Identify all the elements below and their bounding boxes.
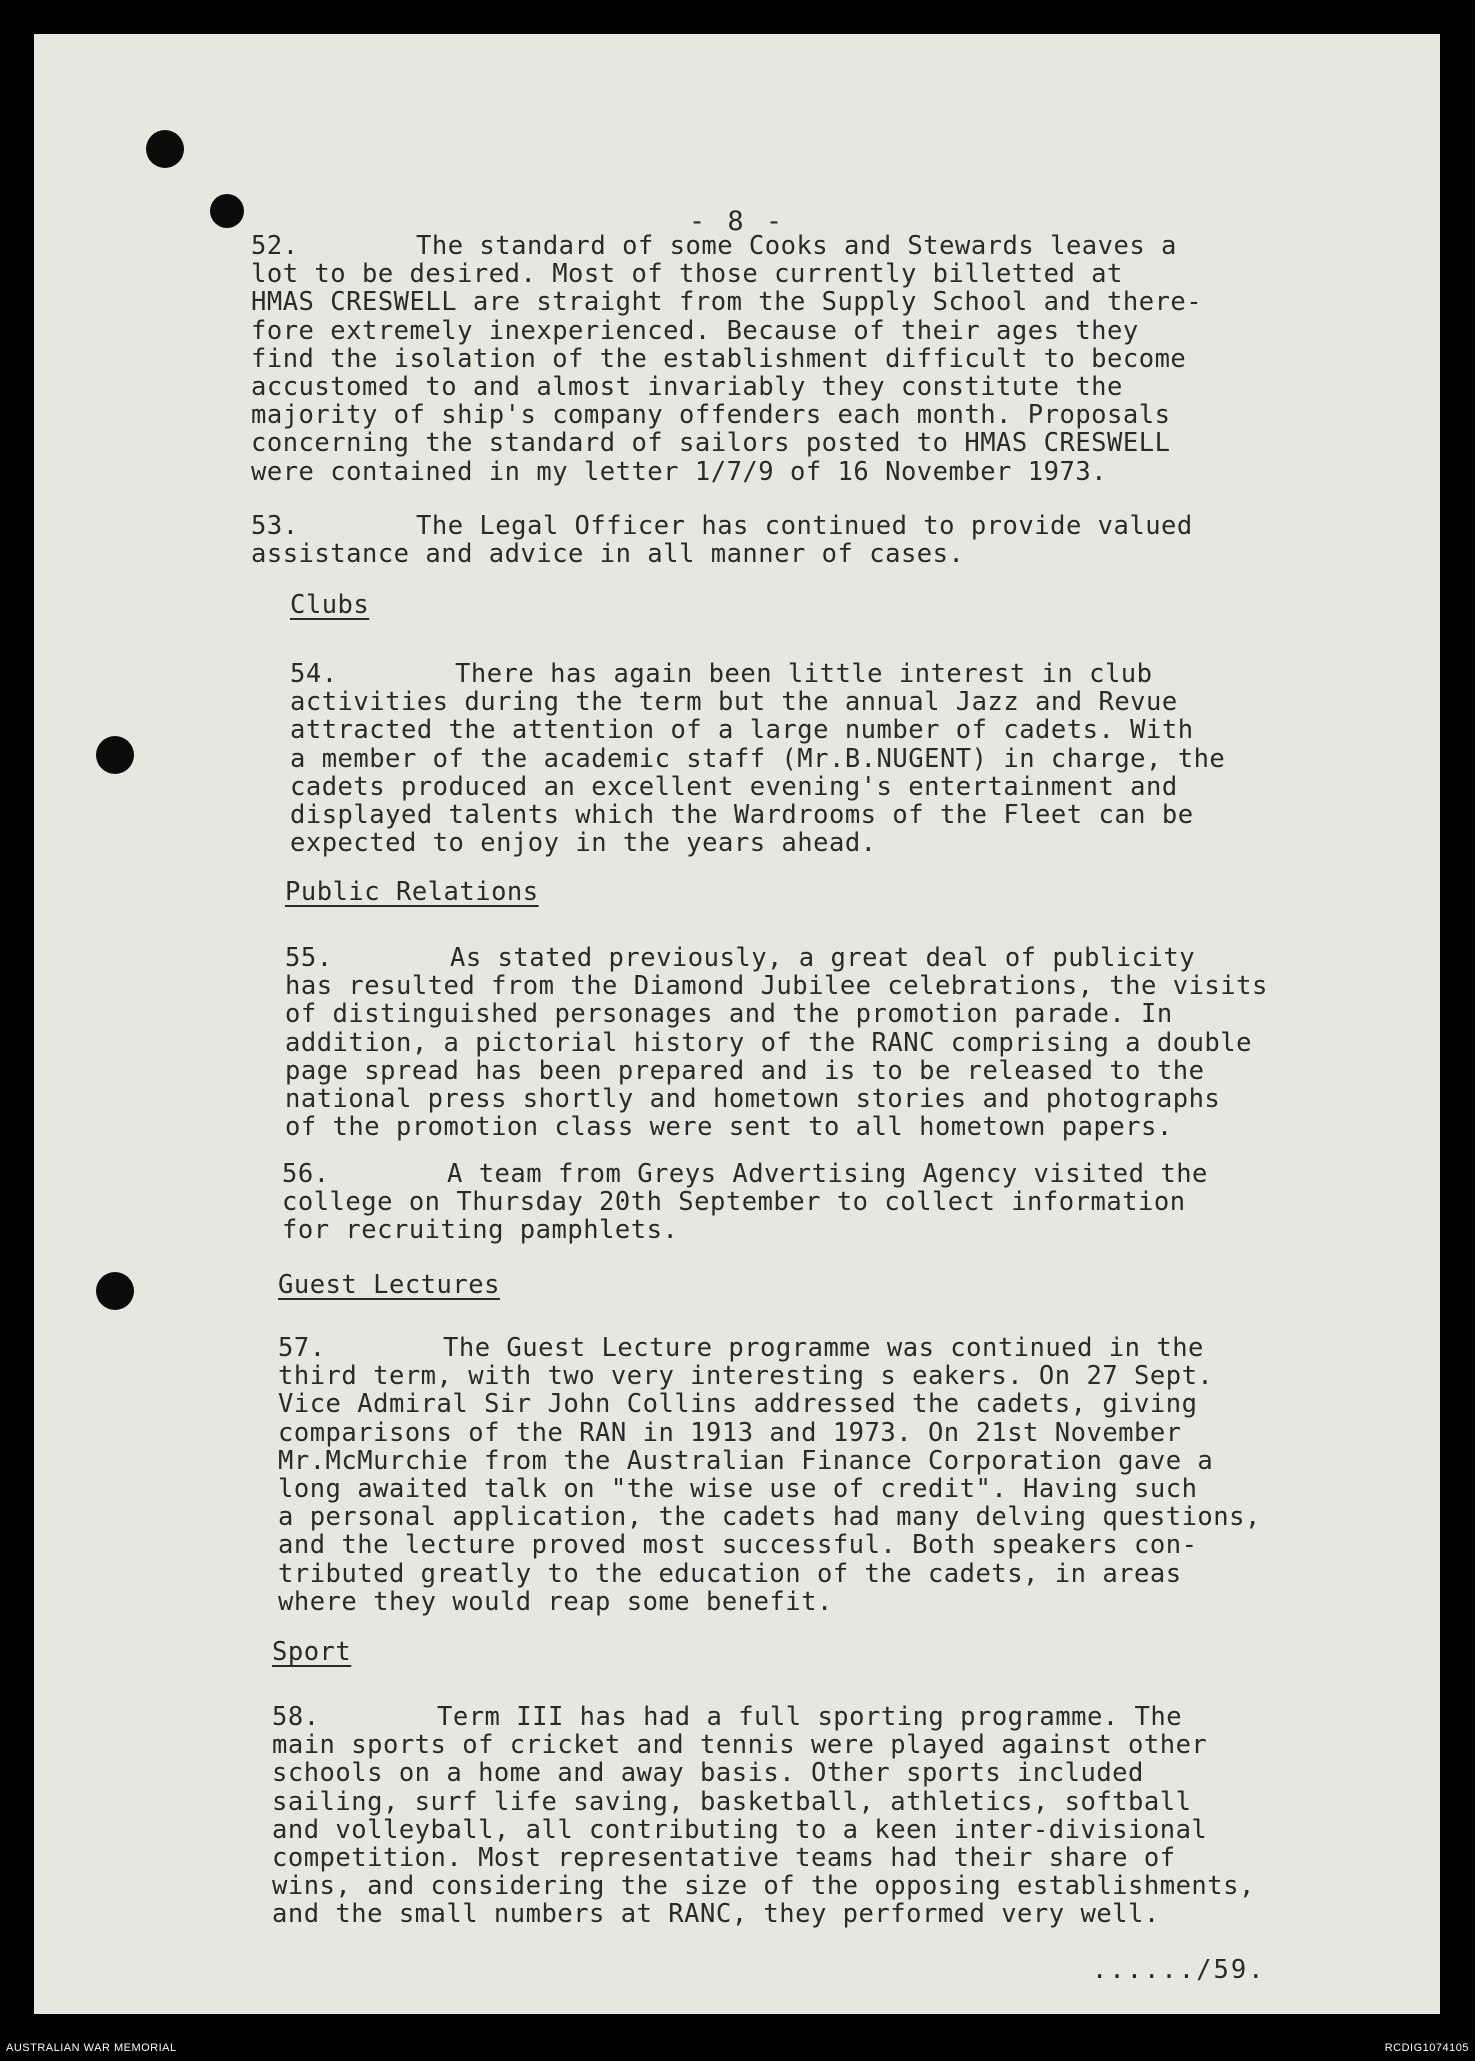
paragraph-line: where they would reap some benefit. [278, 1586, 833, 1617]
paragraph-57 [278, 1334, 1358, 1616]
heading-guest-lectures: Guest Lectures [278, 1270, 500, 1300]
paragraph-line: As stated previously, a great deal of publicity [450, 943, 1196, 973]
paragraph-line: of distinguished personages and the promotion parade. In [285, 999, 1173, 1030]
archive-name: AUSTRALIAN WAR MEMORIAL [6, 2041, 177, 2054]
paragraph-line: long awaited talk on "the wise use of credit". Having such [278, 1474, 1198, 1505]
paragraph-number: 57. [278, 1333, 326, 1363]
paragraph-line: and the lecture proved most successful. Both speakers con- [278, 1530, 1198, 1561]
punch-hole [96, 736, 134, 774]
paragraph-number: 52. [251, 231, 299, 261]
heading-clubs: Clubs [290, 590, 370, 620]
paragraph-line: assistance and advice in all manner of cases. [251, 539, 965, 570]
paragraph-line: national press shortly and hometown stories and photographs [285, 1084, 1221, 1115]
paragraph-line: college on Thursday 20th September to collect information [282, 1187, 1186, 1218]
archive-record-id: RCDIG1074105 [1384, 2041, 1469, 2054]
page-number: - 8 - [688, 206, 786, 237]
punch-hole [96, 1272, 134, 1310]
paragraph-line: Term III has had a full sporting programme. The [437, 1702, 1183, 1732]
paragraph-line: The standard of some Cooks and Stewards leaves a [416, 231, 1177, 261]
paragraph-line: The Legal Officer has continued to provide valued [416, 511, 1193, 541]
paragraph-56 [282, 1160, 1362, 1245]
paragraph-line: wins, and considering the size of the opposing establishments, [272, 1871, 1255, 1902]
paragraph-line: tributed greatly to the education of the cadets, in areas [278, 1558, 1182, 1589]
paragraph-line: attracted the attention of a large number of cadets. With [290, 715, 1194, 746]
paragraph-52 [251, 232, 1331, 486]
paragraph-line: of the promotion class were sent to all hometown papers. [285, 1112, 1173, 1143]
paragraph-number: 55. [285, 943, 333, 973]
paragraph-line: has resulted from the Diamond Jubilee celebrations, the visits [285, 971, 1268, 1002]
paragraph-line: Mr.McMurchie from the Australian Finance Corporation gave a [278, 1445, 1214, 1476]
paragraph-line: There has again been little interest in club [455, 659, 1153, 689]
paragraph-number: 54. [290, 659, 338, 689]
paragraph-line: and the small numbers at RANC, they performed very well. [272, 1899, 1160, 1930]
paragraph-line: HMAS CRESWELL are straight from the Supply School and there- [251, 287, 1203, 318]
paragraph-line: main sports of cricket and tennis were played against other [272, 1730, 1208, 1761]
paragraph-line: activities during the term but the annual Jazz and Revue [290, 687, 1178, 718]
punch-hole [146, 130, 184, 168]
paragraph-line: a member of the academic staff (Mr.B.NUGENT) in charge, the [290, 743, 1226, 774]
paragraph-line: comparisons of the RAN in 1913 and 1973. On 21st November [278, 1417, 1182, 1448]
paragraph-line: expected to enjoy in the years ahead. [290, 828, 877, 859]
paragraph-line: schools on a home and away basis. Other sports included [272, 1758, 1144, 1789]
paragraph-number: 58. [272, 1702, 320, 1732]
paragraph-line: concerning the standard of sailors posted to HMAS CRESWELL [251, 428, 1171, 459]
paragraph-line: accustomed to and almost invariably they constitute the [251, 372, 1123, 403]
paragraph-line: The Guest Lecture programme was continued in the [443, 1333, 1204, 1363]
paragraph-53 [251, 512, 1331, 568]
archive-footer [0, 2034, 1475, 2061]
paragraph-line: addition, a pictorial history of the RANC comprising a double [285, 1027, 1252, 1058]
paragraph-55 [285, 944, 1365, 1141]
paragraph-line: and volleyball, all contributing to a keen inter-divisional [272, 1814, 1208, 1845]
paragraph-number: 53. [251, 511, 299, 541]
paragraph-line: page spread has been prepared and is to be released to the [285, 1055, 1205, 1086]
paragraph-line: fore extremely inexperienced. Because of their ages they [251, 315, 1139, 346]
heading-public-relations: Public Relations [285, 877, 539, 907]
paragraph-number: 56. [282, 1159, 330, 1189]
paragraph-line: Vice Admiral Sir John Collins addressed the cadets, giving [278, 1389, 1198, 1420]
paragraph-line: displayed talents which the Wardrooms of the Fleet can be [290, 800, 1194, 831]
heading-sport: Sport [272, 1637, 352, 1667]
paragraph-line: majority of ship's company offenders each month. Proposals [251, 400, 1171, 431]
paragraph-line: competition. Most representative teams had their share of [272, 1843, 1176, 1874]
paragraph-line: a personal application, the cadets had many delving questions, [278, 1502, 1261, 1533]
paragraph-line: A team from Greys Advertising Agency visited the [447, 1159, 1208, 1189]
paragraph-54 [290, 660, 1370, 857]
paragraph-58 [272, 1703, 1352, 1929]
paragraph-line: lot to be desired. Most of those currently billetted at [251, 259, 1123, 290]
paragraph-line: for recruiting pamphlets. [282, 1215, 679, 1246]
continuation-marker: ....../59. [1092, 1955, 1266, 1985]
paragraph-line: third term, with two very interesting s eakers. On 27 Sept. [278, 1361, 1214, 1392]
paragraph-line: cadets produced an excellent evening's entertainment and [290, 771, 1178, 802]
paragraph-line: sailing, surf life saving, basketball, athletics, softball [272, 1786, 1192, 1817]
paragraph-line: find the isolation of the establishment difficult to become [251, 343, 1187, 374]
paragraph-line: were contained in my letter 1/7/9 of 16 November 1973. [251, 456, 1108, 487]
